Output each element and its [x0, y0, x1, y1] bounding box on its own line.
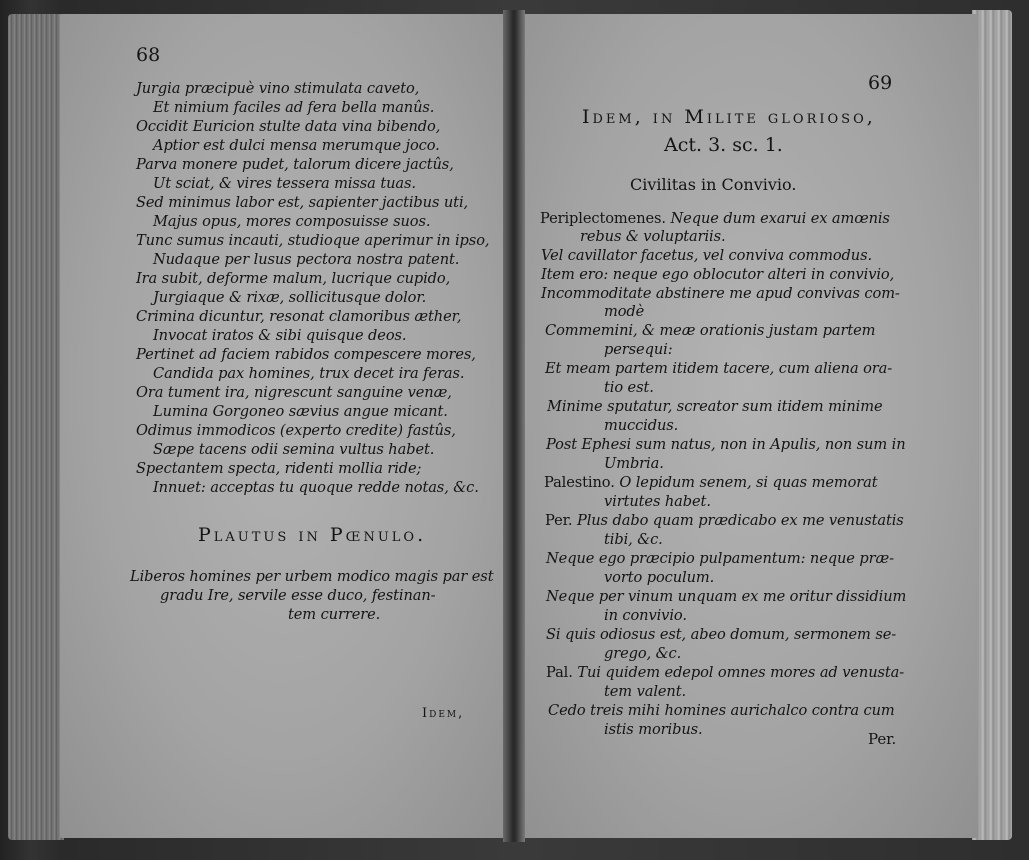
- dialogue-line: Vel cavillator facetus, vel conviva commodus.: [541, 247, 873, 264]
- poem-line: Lumina Gorgoneo sævius angue micant.: [153, 403, 448, 420]
- dialogue-line: muccidus.: [604, 417, 679, 434]
- poem-line: Et nimium faciles ad fera bella manûs.: [153, 99, 435, 116]
- dialogue-line: [546, 664, 904, 682]
- right-page-edges: [972, 10, 1012, 840]
- speaker-name: Periplectomenes.: [540, 210, 666, 227]
- page-number-right: 69: [868, 72, 893, 94]
- book-gutter: [503, 10, 525, 842]
- dialogue-line: Item ero: neque ego oblocutor alteri in convivio,: [541, 266, 895, 283]
- speaker-name: Palestino.: [544, 474, 615, 491]
- dialogue-line: tibi, &c.: [604, 531, 663, 548]
- poem-line: Aptior est dulci mensa merumque joco.: [153, 137, 440, 154]
- poem-line: Innuet: acceptas tu quoque redde notas, &c.: [153, 479, 479, 496]
- dialogue-text: Neque dum exarui ex amœnis: [670, 210, 890, 227]
- poem-line: Ira subit, deforme malum, lucrique cupido,: [136, 270, 451, 287]
- speaker-name: Pal.: [546, 664, 573, 681]
- dialogue-line: tio est.: [604, 379, 654, 396]
- catchword-left: Idem,: [422, 706, 465, 721]
- left-page-edges: [8, 14, 64, 840]
- dialogue-line: Commemini, & meæ orationis justam partem: [545, 322, 876, 339]
- poem-line: Tunc sumus incauti, studioque aperimur in ipso,: [136, 232, 490, 249]
- civilitas-subheading: Civilitas in Convivio.: [630, 175, 797, 194]
- dialogue-line: virtutes habet.: [604, 493, 711, 510]
- poem-line: Odimus immodicos (experto credite) fastûs,: [136, 422, 456, 439]
- dialogue-line: grego, &c.: [604, 645, 682, 662]
- dialogue-line: rebus & voluptariis.: [580, 228, 726, 245]
- quote-line: Liberos homines per urbem modico magis par est: [130, 568, 494, 585]
- poem-line: Sed minimus labor est, sapienter jactibus uti,: [136, 194, 469, 211]
- poem-line: Sæpe tacens odii semina vultus habet.: [153, 441, 435, 458]
- poem-line: Jurgiaque & rixæ, sollicitusque dolor.: [153, 289, 427, 306]
- dialogue-text: O lepidum senem, si quas memorat: [619, 474, 878, 491]
- quote-line: gradu Ire, servile esse duco, festinan-: [160, 587, 436, 604]
- dialogue-line: Neque ego præcipio pulpamentum: neque præ-: [546, 550, 894, 567]
- plautus-heading: Plautus in Pœnulo.: [198, 524, 427, 546]
- poem-line: Invocat iratos & sibi quisque deos.: [153, 327, 407, 344]
- poem-line: Ut sciat, & vires tessera missa tuas.: [153, 175, 416, 192]
- dialogue-line: Et meam partem itidem tacere, cum aliena ora-: [545, 360, 893, 377]
- right-heading-line-1: Idem, in Milite glorioso,: [582, 106, 876, 128]
- dialogue-line: persequi:: [604, 341, 673, 358]
- dialogue-text: Tui quidem edepol omnes mores ad venusta-: [577, 664, 905, 681]
- dialogue-line: tem valent.: [604, 683, 687, 700]
- poem-line: Jurgia præcipuè vino stimulata caveto,: [136, 80, 420, 97]
- dialogue-line: [540, 210, 890, 228]
- poem-line: Majus opus, mores composuisse suos.: [153, 213, 431, 230]
- quote-line: tem currere.: [288, 606, 381, 623]
- dialogue-line: [544, 474, 878, 492]
- dialogue-line: Cedo treis mihi homines aurichalco contra cum: [548, 702, 895, 719]
- poem-line: Pertinet ad faciem rabidos compescere mores,: [136, 346, 476, 363]
- dialogue-line: in convivio.: [604, 607, 687, 624]
- catchword-right: Per.: [868, 730, 897, 748]
- poem-line: Occidit Euricion stulte data vina bibendo,: [136, 118, 441, 135]
- poem-line: Parva monere pudet, talorum dicere jactûs,: [136, 156, 454, 173]
- dialogue-line: Minime sputatur, screator sum itidem minime: [547, 398, 883, 415]
- dialogue-line: istis moribus.: [604, 721, 703, 738]
- dialogue-text: Plus dabo quam prædicabo ex me venustatis: [576, 512, 904, 529]
- dialogue-line: Si quis odiosus est, abeo domum, sermonem se-: [546, 626, 897, 643]
- dialogue-line: modè: [604, 303, 645, 320]
- poem-line: Nudaque per lusus pectora nostra patent.: [153, 251, 460, 268]
- poem-line: Ora tument ira, nigrescunt sanguine venæ,: [136, 384, 452, 401]
- dialogue-line: Post Ephesi sum natus, non in Apulis, non sum in: [546, 436, 906, 453]
- dialogue-line: Neque per vinum unquam ex me oritur dissidium: [546, 588, 907, 605]
- page-number-left: 68: [136, 44, 161, 66]
- dialogue-line: [545, 512, 904, 530]
- speaker-name: Per.: [545, 512, 573, 529]
- poem-line: Spectantem specta, ridenti mollia ride;: [136, 460, 422, 477]
- poem-line: Crimina dicuntur, resonat clamoribus æther,: [136, 308, 462, 325]
- right-heading-line-2: Act. 3. sc. 1.: [664, 134, 783, 156]
- poem-line: Candida pax homines, trux decet ira feras.: [153, 365, 465, 382]
- dialogue-line: Umbria.: [604, 455, 664, 472]
- dialogue-line: vorto poculum.: [604, 569, 715, 586]
- dialogue-line: Incommoditate abstinere me apud convivas com-: [541, 285, 900, 302]
